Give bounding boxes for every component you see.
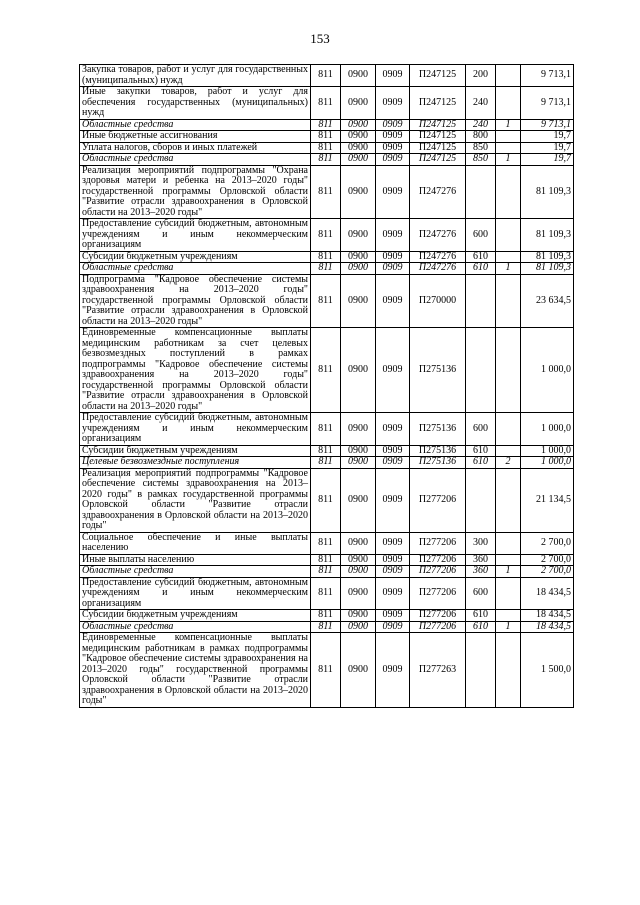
row-name-cell: Субсидии бюджетным учреждениям <box>80 251 311 263</box>
row-expense-type-cell: 600 <box>466 577 496 610</box>
row-grbs-cell: 811 <box>311 621 341 633</box>
row-subsection-cell: 0909 <box>376 633 410 708</box>
table-row <box>80 154 574 166</box>
row-target-article-cell: П247125 <box>410 119 466 131</box>
row-target-article-cell: П277206 <box>410 610 466 622</box>
row-amount-cell: 81 109,3 <box>521 165 574 219</box>
row-name-cell: Областные средства <box>80 566 311 578</box>
row-expense-type-cell <box>466 274 496 328</box>
row-section-cell: 0900 <box>341 413 376 446</box>
table-row <box>80 131 574 143</box>
row-subsection-cell: 0909 <box>376 621 410 633</box>
row-grbs-cell: 811 <box>311 610 341 622</box>
row-expense-type-cell: 240 <box>466 119 496 131</box>
row-subsection-cell: 0909 <box>376 142 410 154</box>
row-section-cell: 0900 <box>341 131 376 143</box>
row-name-cell: Единовременные компенсационные выплаты медицинским работникам за счет целевых безвозмездных поступлений в рамках подпрограммы "Кадровое обеспечение системы здравоохранения на 2013–2020 годы" государственной программы Орловской области "Развитие отрасли здравоохранения в Орловской области на 2013–2020 годы" <box>80 328 311 413</box>
table-row <box>80 263 574 275</box>
table-row <box>80 87 574 120</box>
row-subsection-cell: 0909 <box>376 65 410 87</box>
row-grbs-cell: 811 <box>311 65 341 87</box>
row-name-cell: Закупка товаров, работ и услуг для государственных (муниципальных) нужд <box>80 65 311 87</box>
row-expense-type-cell: 200 <box>466 65 496 87</box>
row-grbs-cell: 811 <box>311 554 341 566</box>
page-number: 153 <box>310 31 330 46</box>
row-subsection-cell: 0909 <box>376 554 410 566</box>
row-grbs-cell: 811 <box>311 532 341 554</box>
row-expense-type-cell: 600 <box>466 219 496 252</box>
row-expense-type-cell: 610 <box>466 445 496 457</box>
row-name-cell: Целевые безвозмездные поступления <box>80 457 311 469</box>
row-amount-cell: 2 700,0 <box>521 566 574 578</box>
row-expense-type-cell: 850 <box>466 154 496 166</box>
row-subsection-cell: 0909 <box>376 532 410 554</box>
row-name-cell: Предоставление субсидий бюджетным, автономным учреждениям и иным некоммерческим организациям <box>80 219 311 252</box>
row-source-cell <box>496 610 521 622</box>
row-section-cell: 0900 <box>341 251 376 263</box>
row-target-article-cell: П247125 <box>410 65 466 87</box>
row-section-cell: 0900 <box>341 65 376 87</box>
row-expense-type-cell <box>466 633 496 708</box>
row-section-cell: 0900 <box>341 445 376 457</box>
row-subsection-cell: 0909 <box>376 413 410 446</box>
row-target-article-cell: П277206 <box>410 554 466 566</box>
row-target-article-cell: П277206 <box>410 566 466 578</box>
table-row <box>80 65 574 87</box>
row-amount-cell: 1 000,0 <box>521 457 574 469</box>
row-subsection-cell: 0909 <box>376 274 410 328</box>
row-expense-type-cell: 610 <box>466 621 496 633</box>
row-section-cell: 0900 <box>341 154 376 166</box>
row-expense-type-cell: 240 <box>466 87 496 120</box>
row-expense-type-cell: 800 <box>466 131 496 143</box>
table-body <box>80 65 574 708</box>
row-amount-cell: 1 500,0 <box>521 633 574 708</box>
row-section-cell: 0900 <box>341 554 376 566</box>
row-grbs-cell: 811 <box>311 165 341 219</box>
row-target-article-cell: П275136 <box>410 445 466 457</box>
row-name-cell: Областные средства <box>80 154 311 166</box>
row-subsection-cell: 0909 <box>376 87 410 120</box>
row-grbs-cell: 811 <box>311 219 341 252</box>
row-amount-cell: 1 000,0 <box>521 445 574 457</box>
row-amount-cell: 9 713,1 <box>521 87 574 120</box>
row-section-cell: 0900 <box>341 457 376 469</box>
row-grbs-cell: 811 <box>311 131 341 143</box>
row-amount-cell: 9 713,1 <box>521 119 574 131</box>
row-target-article-cell: П277206 <box>410 577 466 610</box>
row-grbs-cell: 811 <box>311 457 341 469</box>
row-amount-cell: 21 134,5 <box>521 468 574 532</box>
table-row <box>80 274 574 328</box>
row-grbs-cell: 811 <box>311 633 341 708</box>
row-expense-type-cell: 610 <box>466 251 496 263</box>
row-source-cell <box>496 328 521 413</box>
row-section-cell: 0900 <box>341 274 376 328</box>
row-source-cell: 1 <box>496 621 521 633</box>
row-amount-cell: 2 700,0 <box>521 532 574 554</box>
row-source-cell <box>496 219 521 252</box>
row-grbs-cell: 811 <box>311 274 341 328</box>
table-row <box>80 468 574 532</box>
row-grbs-cell: 811 <box>311 413 341 446</box>
row-subsection-cell: 0909 <box>376 610 410 622</box>
row-source-cell: 1 <box>496 119 521 131</box>
row-target-article-cell: П247125 <box>410 87 466 120</box>
row-section-cell: 0900 <box>341 142 376 154</box>
row-amount-cell: 81 109,3 <box>521 219 574 252</box>
row-amount-cell: 23 634,5 <box>521 274 574 328</box>
row-name-cell: Иные выплаты населению <box>80 554 311 566</box>
row-section-cell: 0900 <box>341 577 376 610</box>
row-name-cell: Предоставление субсидий бюджетным, автономным учреждениям и иным некоммерческим организациям <box>80 413 311 446</box>
row-source-cell <box>496 532 521 554</box>
row-target-article-cell: П247276 <box>410 251 466 263</box>
row-source-cell <box>496 554 521 566</box>
row-source-cell <box>496 468 521 532</box>
row-amount-cell: 19,7 <box>521 131 574 143</box>
row-grbs-cell: 811 <box>311 445 341 457</box>
row-subsection-cell: 0909 <box>376 577 410 610</box>
table-row <box>80 457 574 469</box>
row-source-cell <box>496 142 521 154</box>
row-amount-cell: 1 000,0 <box>521 413 574 446</box>
row-source-cell: 1 <box>496 263 521 275</box>
row-amount-cell: 18 434,5 <box>521 621 574 633</box>
row-amount-cell: 1 000,0 <box>521 328 574 413</box>
row-subsection-cell: 0909 <box>376 219 410 252</box>
row-amount-cell: 9 713,1 <box>521 65 574 87</box>
row-expense-type-cell: 600 <box>466 413 496 446</box>
row-grbs-cell: 811 <box>311 119 341 131</box>
row-name-cell: Подпрограмма "Кадровое обеспечение системы здравоохранения на 2013–2020 годы" государственной программы Орловской области "Развитие отрасли здравоохранения в Орловской области на 2013–2020 годы" <box>80 274 311 328</box>
row-subsection-cell: 0909 <box>376 165 410 219</box>
row-source-cell <box>496 413 521 446</box>
row-expense-type-cell: 850 <box>466 142 496 154</box>
row-name-cell: Областные средства <box>80 119 311 131</box>
row-name-cell: Единовременные компенсационные выплаты медицинским работникам в рамках подпрограммы "Кадровое обеспечение системы здравоохранения на 2013–2020 годы" государственной программы Орловской области "Развитие отрасли здравоохранения в Орловской области на 2013–2020 годы" <box>80 633 311 708</box>
row-name-cell: Субсидии бюджетным учреждениям <box>80 610 311 622</box>
table-row <box>80 621 574 633</box>
row-target-article-cell: П277263 <box>410 633 466 708</box>
row-target-article-cell: П275136 <box>410 457 466 469</box>
row-section-cell: 0900 <box>341 328 376 413</box>
table-row <box>80 610 574 622</box>
row-source-cell <box>496 251 521 263</box>
row-amount-cell: 2 700,0 <box>521 554 574 566</box>
table-row <box>80 577 574 610</box>
row-name-cell: Социальное обеспечение и иные выплаты населению <box>80 532 311 554</box>
row-source-cell: 1 <box>496 566 521 578</box>
row-target-article-cell: П247125 <box>410 154 466 166</box>
row-subsection-cell: 0909 <box>376 251 410 263</box>
row-target-article-cell: П277206 <box>410 621 466 633</box>
row-amount-cell: 18 434,5 <box>521 610 574 622</box>
row-section-cell: 0900 <box>341 219 376 252</box>
row-amount-cell: 81 109,3 <box>521 263 574 275</box>
row-subsection-cell: 0909 <box>376 154 410 166</box>
row-target-article-cell: П275136 <box>410 413 466 446</box>
row-subsection-cell: 0909 <box>376 468 410 532</box>
row-subsection-cell: 0909 <box>376 263 410 275</box>
row-subsection-cell: 0909 <box>376 457 410 469</box>
row-subsection-cell: 0909 <box>376 119 410 131</box>
table-row <box>80 119 574 131</box>
row-subsection-cell: 0909 <box>376 328 410 413</box>
table-row <box>80 165 574 219</box>
table-row <box>80 554 574 566</box>
row-source-cell <box>496 577 521 610</box>
row-amount-cell: 18 434,5 <box>521 577 574 610</box>
row-target-article-cell: П247276 <box>410 219 466 252</box>
row-source-cell: 2 <box>496 457 521 469</box>
row-expense-type-cell <box>466 468 496 532</box>
row-subsection-cell: 0909 <box>376 131 410 143</box>
row-grbs-cell: 811 <box>311 142 341 154</box>
row-target-article-cell: П277206 <box>410 468 466 532</box>
row-target-article-cell: П247125 <box>410 131 466 143</box>
row-target-article-cell: П247276 <box>410 263 466 275</box>
row-name-cell: Реализация мероприятий подпрограммы "Кадровое обеспечение системы здравоохранения на 2013–2020 годы" в рамках государственной программы Орловской области "Развитие отрасли здравоохранения в Орловской области на 2013–2020 годы" <box>80 468 311 532</box>
row-section-cell: 0900 <box>341 610 376 622</box>
table-row <box>80 219 574 252</box>
row-section-cell: 0900 <box>341 263 376 275</box>
row-source-cell: 1 <box>496 154 521 166</box>
row-section-cell: 0900 <box>341 532 376 554</box>
row-name-cell: Иные бюджетные ассигнования <box>80 131 311 143</box>
row-grbs-cell: 811 <box>311 251 341 263</box>
row-target-article-cell: П277206 <box>410 532 466 554</box>
row-name-cell: Уплата налогов, сборов и иных платежей <box>80 142 311 154</box>
row-amount-cell: 19,7 <box>521 142 574 154</box>
table-row <box>80 532 574 554</box>
row-name-cell: Областные средства <box>80 263 311 275</box>
row-source-cell <box>496 165 521 219</box>
row-target-article-cell: П275136 <box>410 328 466 413</box>
table-row <box>80 413 574 446</box>
row-name-cell: Иные закупки товаров, работ и услуг для обеспечения государственных (муниципальных) нужд <box>80 87 311 120</box>
row-expense-type-cell: 610 <box>466 457 496 469</box>
row-expense-type-cell <box>466 165 496 219</box>
row-source-cell <box>496 131 521 143</box>
row-subsection-cell: 0909 <box>376 445 410 457</box>
row-name-cell: Предоставление субсидий бюджетным, автономным учреждениям и иным некоммерческим организациям <box>80 577 311 610</box>
row-section-cell: 0900 <box>341 566 376 578</box>
row-grbs-cell: 811 <box>311 566 341 578</box>
table-row <box>80 251 574 263</box>
row-name-cell: Реализация мероприятий подпрограммы "Охрана здоровья матери и ребенка на 2013–2020 годы" государственной программы Орловской области "Развитие отрасли здравоохранения в Орловской области на 2013–2020 годы" <box>80 165 311 219</box>
row-name-cell: Субсидии бюджетным учреждениям <box>80 445 311 457</box>
row-expense-type-cell: 610 <box>466 610 496 622</box>
table-row <box>80 328 574 413</box>
row-section-cell: 0900 <box>341 621 376 633</box>
row-section-cell: 0900 <box>341 119 376 131</box>
row-expense-type-cell: 300 <box>466 532 496 554</box>
row-grbs-cell: 811 <box>311 577 341 610</box>
row-section-cell: 0900 <box>341 87 376 120</box>
row-target-article-cell: П270000 <box>410 274 466 328</box>
row-target-article-cell: П247125 <box>410 142 466 154</box>
row-expense-type-cell <box>466 328 496 413</box>
row-section-cell: 0900 <box>341 165 376 219</box>
table-row <box>80 445 574 457</box>
row-source-cell <box>496 65 521 87</box>
row-source-cell <box>496 633 521 708</box>
row-section-cell: 0900 <box>341 633 376 708</box>
row-grbs-cell: 811 <box>311 154 341 166</box>
row-expense-type-cell: 360 <box>466 554 496 566</box>
row-expense-type-cell: 610 <box>466 263 496 275</box>
row-grbs-cell: 811 <box>311 263 341 275</box>
row-section-cell: 0900 <box>341 468 376 532</box>
row-subsection-cell: 0909 <box>376 566 410 578</box>
row-amount-cell: 81 109,3 <box>521 251 574 263</box>
row-target-article-cell: П247276 <box>410 165 466 219</box>
row-grbs-cell: 811 <box>311 87 341 120</box>
row-source-cell <box>496 87 521 120</box>
row-expense-type-cell: 360 <box>466 566 496 578</box>
row-name-cell: Областные средства <box>80 621 311 633</box>
row-source-cell <box>496 274 521 328</box>
row-source-cell <box>496 445 521 457</box>
budget-table <box>79 64 574 708</box>
row-grbs-cell: 811 <box>311 468 341 532</box>
table-row <box>80 566 574 578</box>
row-grbs-cell: 811 <box>311 328 341 413</box>
table-row <box>80 633 574 708</box>
table-row <box>80 142 574 154</box>
row-amount-cell: 19,7 <box>521 154 574 166</box>
